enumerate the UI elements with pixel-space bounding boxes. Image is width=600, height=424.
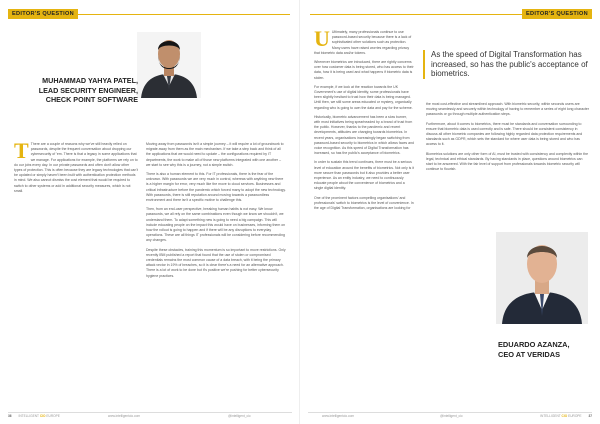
footer-rule: [308, 412, 592, 413]
paragraph: Furthermore, about it comes to biometrics, there must be standards and conversation surrounding to ensure that biometric data is used correctly and is safe. There should be consistent consistency in discuss all other biometric companies are following highly regarded data protection requirements and standards such as GDPR, which sets the standard for where user data is being stored and who has access to it.: [426, 121, 583, 147]
paragraph: U Ultimately, many professionals continue to use password-based security because there is a lack of sophisticated other solutions such as protection. Many users have raised worries regarding privacy that biometric data and/or tokens.: [314, 26, 412, 55]
drop-cap: U: [314, 26, 330, 51]
paragraph: Then, from an end-user perspective, breaking human habits is not easy. We know passwords, we all rely on the same combinations even though we know we shouldn't, we understand them. To adapt something new is going to need a big campaign. This will include educating people on the impact this would have on businesses, informing them on how the rollout is going to happen and if there will be any disruptions to everyday operations. These are all things IT professionals will be considering before recommending any changes.: [146, 207, 286, 243]
drop-cap: T: [14, 138, 29, 163]
magazine-brand: INTELLIGENT CIO EUROPE: [18, 414, 60, 418]
magazine-brand: INTELLIGENT CIO EUROPE: [540, 414, 582, 418]
author-title-line2: CHECK POINT SOFTWARE: [45, 95, 138, 104]
article-column-3: [314, 26, 414, 215]
author-title: CEO AT VERIDAS: [498, 349, 561, 359]
footer-url[interactable]: www.intelligentcio.com: [322, 414, 355, 418]
footer-page-brand: [8, 414, 60, 418]
article-column-1: [14, 138, 138, 198]
author-name: EDUARDO AZANZA,: [498, 340, 570, 349]
article-column-2: [146, 142, 286, 283]
paragraph: the most cost-effective and streamlined approach. With biometric security, within seconds users are moving seamlessly and securely within technology of having to remember a series of eight long character passwords or go through multiple authentication steps.: [426, 102, 590, 117]
footer-twitter[interactable]: @intelligent_cio: [228, 414, 251, 418]
paragraph: For example, if we look at the reaction towards the UK Government's use of digital identity, some professionals have been slightly hesitant to trust how their data is being managed. Until then, we still some areas educated or mystery, organically regarding who is going to own the data and pay for the scheme.: [314, 84, 413, 110]
paragraph: Moving away from passwords isn't a simple journey – it will require a lot of groundwork to migrate away from them as the main mechanism. If we take a step back and think of all the applications that we would need to update – the configurations required by IT departments, the work to make all of those new platforms integrated with one another – we start to see why this is a journey, not a simple switch.: [146, 142, 284, 167]
paragraph: Historically, biometric advancement has been a slow burner, with most initiatives being spearheaded by a brand of trust from the public. However, thanks to the pandemic and recent developments, attitudes are changing towards biometrics. In recent years, organisations increasingly began switching from password-based security to biometrics in which allows faces and voice recognition. As this speed of Digital Transformation has increased, so has the public's acceptance of biometrics.: [314, 114, 414, 156]
section-tag: EDITOR'S QUESTION: [8, 9, 78, 19]
author-title-line1: LEAD SECURITY ENGINEER,: [38, 85, 138, 95]
author-name-block: [498, 340, 588, 359]
paragraph: T There are a couple of reasons why we've still heavily relied on passwords, despite the frequent conversation about dropping our cybersecurity of 'em. There is that a legacy in some applications that we manage. For applications for example, the platforms we rely on to do our jobs every day. In our private passwords and often don't allow other types of protection. This is often because they are legacy technologies that can't be updated or simply haven't been built with authentication protection methods in mind. We also cannot dismiss the cost element that would be required to switch to other systems or add in additional security measures, which is not small.: [14, 138, 138, 193]
paragraph: There is also a human element to this. For IT professionals, there is the fear of the unknown. With passwords we are very much in control, whereas with anything new there is a higher margin for error, very much like the move to cloud services. Businesses and critical infrastructure before the pandemic which forced many to adopt the new technology. With passwords, there is still reputation around moving towards a passwordless environment and there isn't a specific motive to challenge this.: [146, 172, 286, 203]
author-name-block: [12, 76, 138, 105]
section-rule: [78, 14, 290, 15]
paragraph: Whenever biometrics are introduced, there are rightly concerns over how customer data is being stored, who has access to their data, how it is being used and what happens if biometric data is stolen.: [314, 60, 414, 80]
paragraph: Despite these obstacles, training this momentum is so important to move restrictions. Only recently IBM published a report that found that the use of stolen or compromised credentials remains the most common cause of a data breach, with it being the primary attack vector in 19% of breaches, so it is clear there's a need for an alternative approach. There is a lot of work to be done but it's positive we're pushing for better cybersecurity hygiene practices.: [146, 247, 286, 278]
footer-page-brand: [540, 414, 592, 418]
author-photo: [137, 32, 201, 98]
portrait-illustration: [496, 232, 588, 324]
portrait-illustration: [137, 32, 201, 98]
page-number: 36: [8, 414, 12, 418]
paragraph: Biometrics solutions are only other form of AI, must be trusted with consistency and complexity within the legal, technical and ethical standards. By having standards in place, questions around biometrics can start to be answered. With the fair level of support from professionals towards biometric security will continue to flourish.: [426, 151, 589, 172]
page-number: 37: [588, 414, 592, 418]
section-rule: [310, 14, 522, 15]
paragraph: In order to sustain this trend continues, there must be a serious level of education around the benefits of biometrics. Not only is it more secure than passwords but it also provides a better user experience. As an entity industry, we need to continuously educate people about the convenience of biometrics and a single digital identity.: [314, 160, 414, 191]
pull-quote: As the speed of Digital Transformation has increased, so has the public's acceptance of biometrics.: [423, 50, 591, 79]
footer-url[interactable]: www.intelligentcio.com: [108, 414, 141, 418]
footer-twitter[interactable]: @intelligent_cio: [440, 414, 463, 418]
paragraph: One of the prominent factors compelling organisations' and professionals' switch to biometrics is the level of convenience. In the age of Digital Transformation, organisations are looking for: [314, 195, 414, 211]
section-tag: EDITOR'S QUESTION: [522, 9, 592, 19]
footer-rule: [8, 412, 292, 413]
author-name: MUHAMMAD YAHYA PATEL,: [42, 76, 138, 85]
article-column-4: [426, 102, 590, 176]
author-photo: [496, 232, 588, 324]
